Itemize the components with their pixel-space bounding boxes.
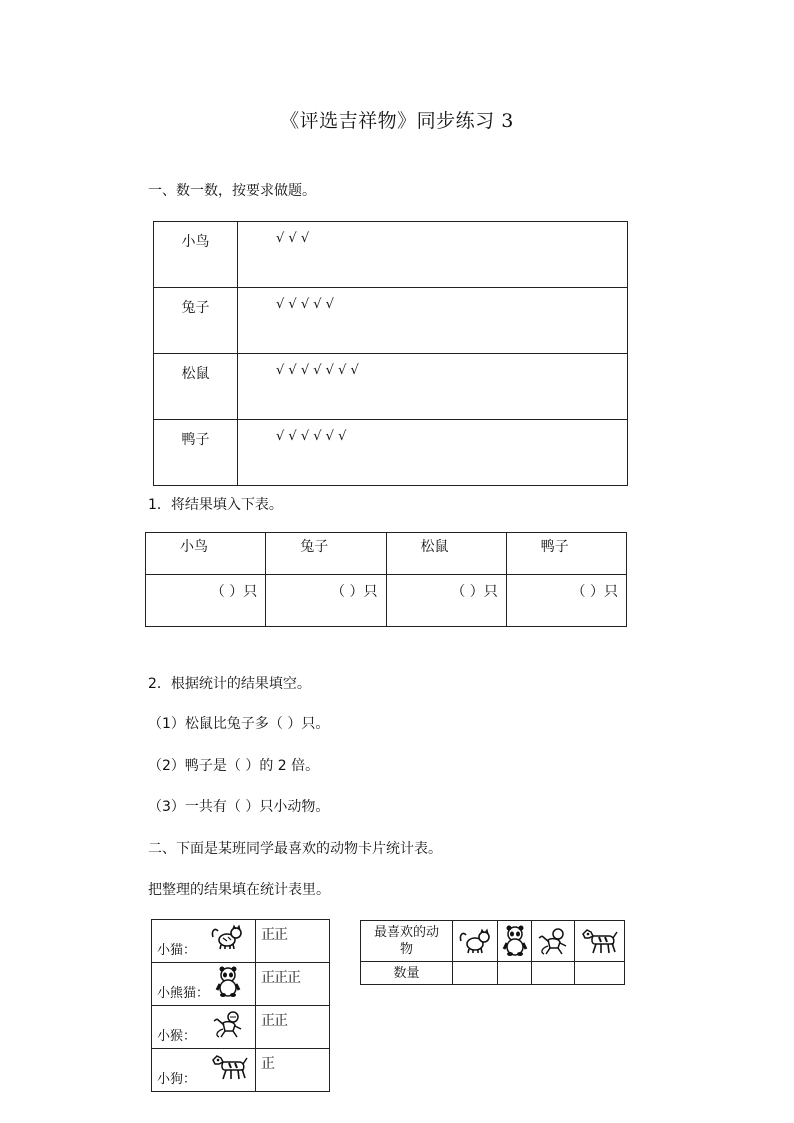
section2-subheading: 把整理的结果填在统计表里。 [148,882,330,898]
table-row [152,1049,330,1092]
tally-text: 正 [261,1056,274,1072]
animal-cell [152,920,256,963]
table-row [154,354,628,420]
table-row [154,288,628,354]
animal-cell [152,1049,256,1092]
row-header: 数量 [361,962,453,985]
dog-icon [574,921,624,962]
answer-blank[interactable]: （ ）只 [506,575,626,627]
animal-label: 小熊猫： [157,986,210,1001]
question-2-item: （3）一共有（ ）只小动物。 [148,799,330,815]
row-header: 最喜欢的动物 [361,921,453,962]
section1-heading: 一、数一数，按要求做题。 [148,183,316,199]
tally-marks [256,963,330,1006]
favorite-animal-stat-table [360,920,625,985]
table-row [152,1006,330,1049]
answer-blank[interactable] [498,962,531,985]
section2-heading: 二、下面是某班同学最喜欢的动物卡片统计表。 [148,841,442,857]
answer-blank[interactable]: （ ）只 [266,575,386,627]
check-marks: √ √ √ √ √ √ √ [238,354,628,420]
column-header: 鸭子 [506,533,626,575]
answer-blank[interactable] [574,962,624,985]
answer-blank[interactable] [453,962,498,985]
check-marks: √ √ √ √ √ [238,288,628,354]
tally-marks [256,1049,330,1092]
cat-icon [453,921,498,962]
tally-text: 正正 [261,927,287,943]
panda-icon [498,921,531,962]
animal-cell [152,1006,256,1049]
table-row [154,222,628,288]
answer-blank[interactable]: （ ）只 [146,575,266,627]
animal-label: 松鼠 [154,354,238,420]
animal-label: 鸭子 [154,420,238,486]
question-2-item: （2）鸭子是（ ）的 2 倍。 [148,758,320,774]
animal-cell [152,963,256,1006]
animal-label: 小猫： [157,943,197,958]
page-title: 《评选吉祥物》同步练习 3 [280,110,514,132]
answer-blank[interactable]: （ ）只 [386,575,506,627]
check-marks: √ √ √ √ √ √ [238,420,628,486]
animal-label: 兔子 [154,288,238,354]
tally-marks [256,1006,330,1049]
table-row [361,921,625,962]
table-row [152,920,330,963]
animal-label: 小鸟 [154,222,238,288]
animal-card-tally-table [151,919,330,1092]
table-row [152,963,330,1006]
column-header: 松鼠 [386,533,506,575]
question-1: 1．将结果填入下表。 [148,497,283,513]
result-table [145,532,627,627]
tally-text: 正正 [261,1013,287,1029]
table-row [361,962,625,985]
tally-check-table [153,221,628,486]
question-2: 2．根据统计的结果填空。 [148,676,311,692]
cat-icon [209,923,245,951]
animal-label: 小狗： [157,1072,197,1087]
tally-marks [256,920,330,963]
answer-blank[interactable] [531,962,574,985]
table-header-row [146,533,627,575]
column-header: 小鸟 [146,533,266,575]
animal-label: 小猴： [157,1029,197,1044]
panda-icon [215,966,241,998]
question-2-item: （1）松鼠比兔子多（ ）只。 [148,716,330,732]
tally-text: 正正正 [261,970,300,986]
monkey-icon [211,1009,245,1039]
monkey-icon [531,921,574,962]
table-row [146,575,627,627]
dog-icon [209,1052,249,1082]
table-row [154,420,628,486]
column-header: 兔子 [266,533,386,575]
check-marks: √ √ √ [238,222,628,288]
